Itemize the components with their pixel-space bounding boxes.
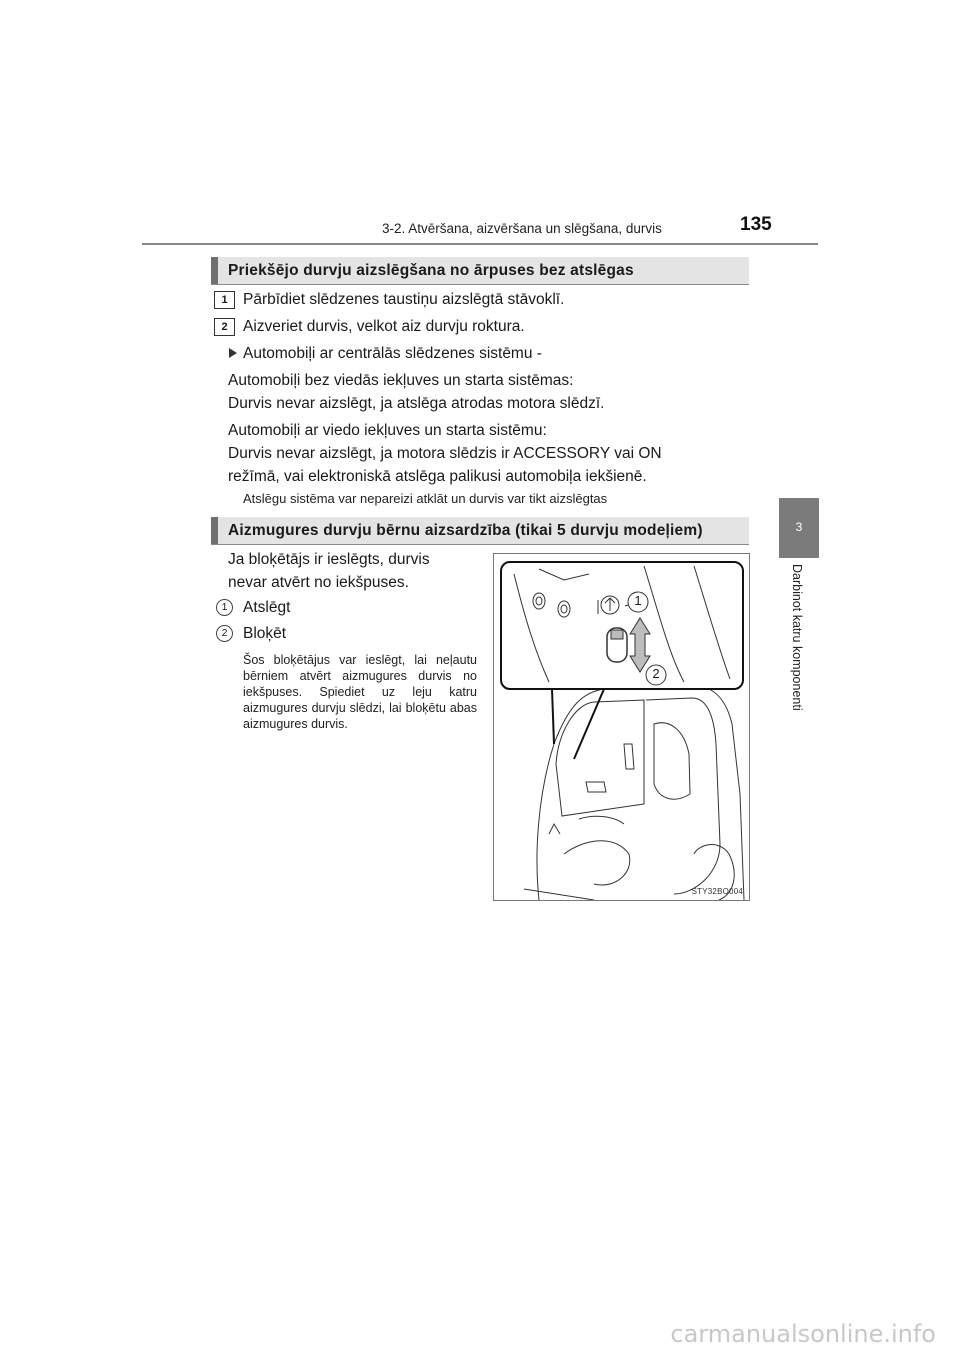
callout-marker-2: 2 — [216, 625, 233, 642]
child-lock-note: Šos bloķētājus var ieslēgt, lai neļautu bērniem atvērt aizmugures durvis no iekšpuses. Spiediet uz leju katru aizmugures durvju slēdzi, lai bloķētu abas aizmugures durvis. — [243, 653, 477, 731]
step-text-1: Pārbīdiet slēdzenes taustiņu aizslēgtā stāvoklī. — [243, 291, 565, 308]
section-heading-front-door-lock — [211, 257, 749, 285]
header-rule — [142, 243, 818, 245]
section-heading-child-lock — [211, 517, 749, 545]
child-lock-illustration — [493, 553, 750, 901]
note-text: Atslēgu sistēma var nepareizi atklāt un durvis var tikt aizslēgtas — [243, 491, 608, 506]
callout-marker-1: 1 — [216, 599, 233, 616]
figure-code: STY32BO004 — [691, 887, 743, 896]
paragraph-line: Durvis nevar aizslēgt, ja atslēga atrodas motora slēdzī. — [228, 395, 605, 412]
intro-line: nevar atvērt no iekšpuses. — [228, 574, 409, 591]
paragraph-line: Automobiļi bez viedās iekļuves un starta sistēmas: — [228, 372, 574, 389]
paragraph-line: Automobiļi ar viedo iekļuves un starta sistēmu: — [228, 422, 547, 439]
step-marker-2: 2 — [214, 318, 235, 336]
intro-line: Ja bloķētājs ir ieslēgts, durvis — [228, 551, 430, 568]
car-door-drawing — [494, 554, 749, 900]
figure-callout-2: 2 — [652, 666, 660, 681]
bullet-arrow-icon — [228, 344, 238, 366]
running-header: 3-2. Atvēršana, aizvēršana un slēgšana, durvis — [382, 221, 662, 236]
section-title: Aizmugures durvju bērnu aizsardzība (tikai 5 durvju modeļiem) — [228, 521, 703, 539]
section-marker — [211, 257, 218, 284]
section-title: Priekšējo durvju aizslēgšana no ārpuses bez atslēgas — [228, 261, 634, 279]
paragraph-line: Durvis nevar aizslēgt, ja motora slēdzis ir ACCESSORY vai ON — [228, 445, 662, 462]
page-number: 135 — [740, 214, 772, 235]
step-text-2: Aizveriet durvis, velkot aiz durvju roktura. — [243, 318, 525, 335]
paragraph-line: režīmā, vai elektroniskā atslēga palikusi automobiļa iekšienē. — [228, 468, 647, 485]
watermark: carmanualsonline.info — [670, 1320, 936, 1348]
figure-callout-1: 1 — [634, 593, 642, 608]
item-text-lock: Bloķēt — [243, 625, 287, 642]
step-marker-1: 1 — [214, 291, 235, 309]
chapter-tab-number: 3 — [795, 520, 803, 534]
bullet-line: Automobiļi ar centrālās slēdzenes sistēmu - — [243, 345, 542, 362]
section-marker — [211, 517, 218, 544]
chapter-tab-label: Darbinot katru komponenti — [790, 564, 804, 711]
item-text-unlock: Atslēgt — [243, 599, 291, 616]
